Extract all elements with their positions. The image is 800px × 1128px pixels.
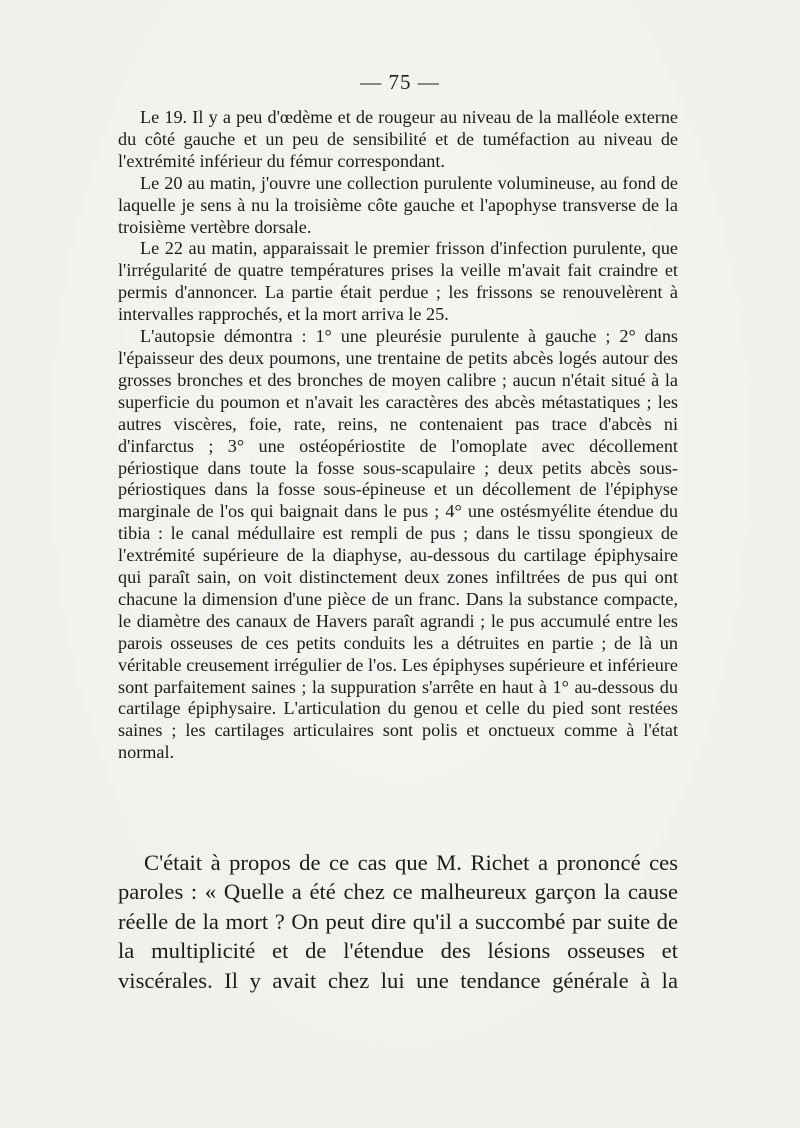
case-note-paragraph: Le 20 au matin, j'ouvre une collection purulente volumineuse, au fond de laquelle je sens à nu la troisième côte gauche et l'apophyse transverse de la troisième vertèbre dorsale. [118, 172, 678, 237]
case-note-paragraph: Le 19. Il y a peu d'œdème et de rougeur au niveau de la malléole externe du côté gauche et un peu de sensibilité et de tuméfaction au niveau de l'extrémité inférieur du fémur correspondant. [118, 107, 678, 171]
body-text [118, 848, 678, 995]
case-notes [118, 107, 678, 764]
case-note-paragraph: Le 22 au matin, apparaissait le premier frisson d'infection purulente, que l'irrégularité de quatre températures prises la veille m'avait fait craindre et permis d'annoncer. La partie était perdue ; les frissons se renouvelèrent à intervalles rapprochés, et la mort arriva le 25. [118, 238, 678, 325]
body-paragraph: C'était à propos de ce cas que M. Richet a prononcé ces paroles : « Quelle a été chez ce malheureux garçon la cause réelle de la mort ? On peut dire qu'il a succombé par suite de la multiplicité et de l'étendue des lésions osseuses et viscérales. Il y avait chez lui une tendance générale à la [118, 850, 678, 993]
page-number: — 75 — [360, 70, 440, 94]
autopsy-paragraph: L'autopsie démontra : 1° une pleurésie purulente à gauche ; 2° dans l'épaisseur des deux poumons, une trentaine de petits abcès logés autour des grosses bronches et des bronches de moyen calibre ; aucun n'était situé à la superficie du poumon et n'avait les caractères des abcès métastatiques ; les autres viscères, foie, rate, reins, ne contenaient pas trace d'abcès ni d'infarctus ; 3° une ostéopériostite de l'omoplate avec décollement périostique dans toute la fosse sous-scapulaire ; deux petits abcès sous-périostiques dans la fosse sous-épineuse et un décollement de l'épiphyse marginale de l'os qui baignait dans le pus ; 4° une ostésmyélite étendue du tibia : le canal médullaire est rempli de pus ; dans le tissu spongieux de l'extrémité supérieure de la diaphyse, au-dessous du cartilage épiphysaire qui paraît sain, on voit distinctement deux zones infiltrées de pus qui ont chacune la dimension d'une pièce de un franc. Dans la substance compacte, le diamètre des canaux de Havers paraît agrandi ; le pus accumulé entre les parois osseuses de ces petits conduits les a détruites en partie ; de là un véritable creusement irrégulier de l'os. Les épiphyses supérieure et inférieure sont parfaitement saines ; la suppuration s'arrête en haut à 1° au-dessous du cartilage épiphysaire. L'articulation du genou et celle du pied sont restées saines ; les cartilages articulaires sont polis et onctueux comme à l'état normal. [118, 326, 678, 763]
